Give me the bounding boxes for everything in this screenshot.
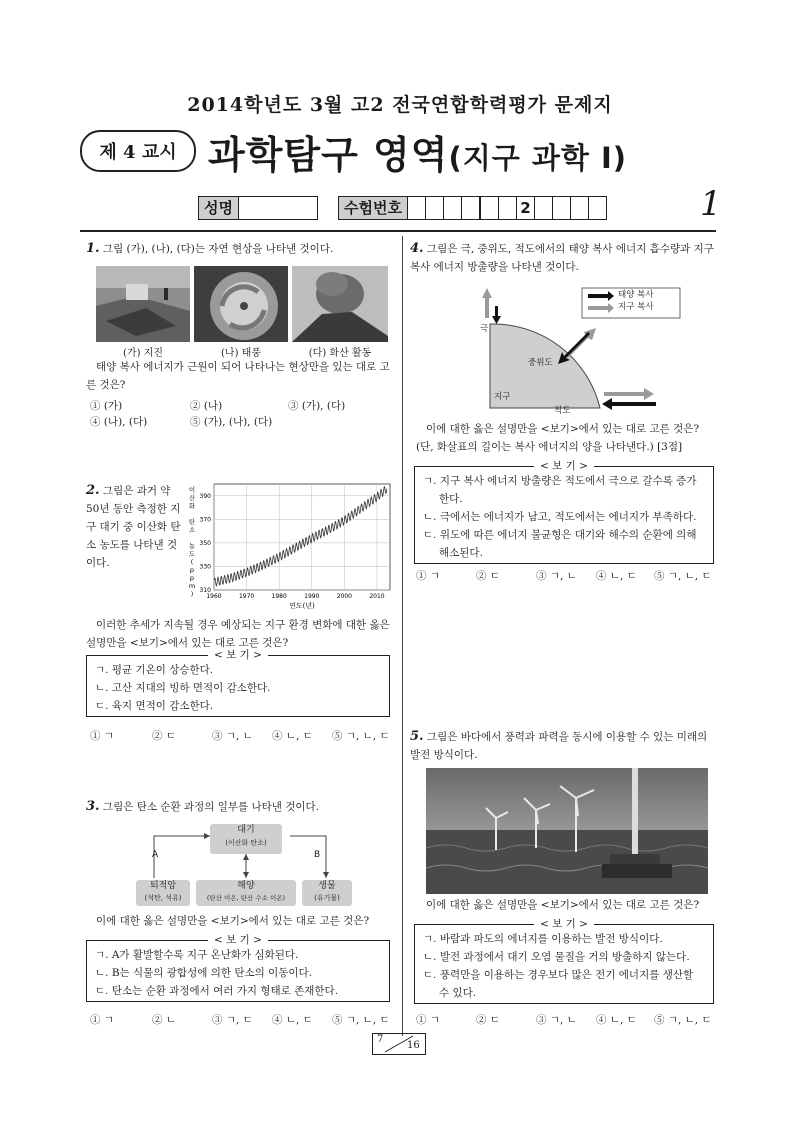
name-box: [198, 196, 318, 220]
y-tick-label: 330: [199, 563, 211, 571]
volcano-image: [292, 266, 388, 342]
node-ocean: [196, 880, 296, 906]
q3-choice-3[interactable]: ③ ㄱ, ㄷ: [212, 1014, 253, 1026]
y-axis-label-char: 탄: [188, 518, 196, 526]
y-axis-label-char: 산: [188, 494, 196, 502]
page-indicator: [372, 1033, 426, 1055]
q4-stem: [410, 240, 716, 276]
q1-choice-5[interactable]: ⑤ (가), (나), (다): [190, 416, 273, 428]
q2-choice-1[interactable]: ① ㄱ: [90, 730, 114, 742]
q2-stem: [86, 482, 182, 572]
earthquake-photo: [96, 266, 190, 342]
exam-number-label: 수험번호: [339, 197, 408, 219]
subject-title: [208, 124, 627, 179]
arrow-label-b: B: [314, 850, 321, 860]
q4-bogi-box: [414, 460, 714, 564]
q3-choice-5[interactable]: ⑤ ㄱ, ㄴ, ㄷ: [332, 1014, 390, 1026]
q3-choice-2[interactable]: ② ㄴ: [152, 1014, 176, 1026]
exam-number-cell[interactable]: [589, 197, 606, 219]
q3-bogi-item: ㄴ. B는 식물의 광합성에 의한 탄소의 이동이다.: [95, 967, 312, 979]
q4-choice-1[interactable]: ① ㄱ: [416, 570, 440, 582]
q2-choice-2[interactable]: ② ㄷ: [152, 730, 176, 742]
q2-number: 2.: [86, 483, 100, 498]
q5-number: 5.: [410, 729, 424, 744]
legend-earth: 지구 복사: [618, 302, 654, 312]
q3-number: 3.: [86, 799, 100, 814]
node-rock-label: 퇴적암: [149, 881, 177, 891]
q1-caption-c: (다) 화산 활동: [308, 348, 372, 359]
q2-bogi-item: ㄴ. 고산 지대의 빙하 면적이 감소한다.: [95, 682, 271, 694]
label-earth: 지구: [494, 392, 511, 402]
q2-bogi-item: ㄷ. 육지 면적이 감소한다.: [95, 700, 214, 712]
exam-number-cell[interactable]: [571, 197, 589, 219]
node-organism: [302, 880, 352, 906]
legend-solar: 태양 복사: [618, 290, 654, 300]
wind-wave-photo: [426, 768, 708, 894]
q4-bogi-item: ㄱ. 지구 복사 에너지 방출량은 적도에서 극으로 갈수록 증가한다.: [423, 475, 697, 505]
q5-bogi-item: ㄱ. 바람과 파도의 에너지를 이용하는 발전 방식이다.: [423, 933, 663, 945]
y-axis-label-char: 도: [188, 550, 196, 558]
x-tick-label: 2000: [336, 593, 353, 600]
page-total: 16: [407, 1040, 420, 1051]
node-organism-label: 생물: [318, 881, 336, 891]
q5-choice-4[interactable]: ④ ㄴ, ㄷ: [596, 1014, 637, 1026]
y-tick-label: 310: [199, 587, 211, 594]
exam-number-digit: 2: [517, 197, 535, 219]
node-atmosphere: [210, 824, 282, 854]
q1-caption-a: (가) 지진: [123, 348, 163, 359]
q1-caption-b: (나) 태풍: [221, 348, 261, 359]
q2-question: 이러한 추세가 지속될 경우 예상되는 지구 환경 변화에 대한 옳은 설명만을 <보기>에서 있는 대로 고른 것은?: [86, 619, 390, 649]
node-ocean-label: 해양: [237, 881, 255, 891]
exam-number-cell[interactable]: [499, 197, 517, 219]
y-axis-label-char: p: [189, 574, 195, 582]
q4-bogi-title: < 보 기 >: [415, 457, 713, 475]
earthquake-image: [96, 266, 190, 342]
q4-choice-2[interactable]: ② ㄷ: [476, 570, 500, 582]
exam-number-cell[interactable]: [462, 197, 481, 219]
q4-choice-4[interactable]: ④ ㄴ, ㄷ: [596, 570, 637, 582]
y-axis-label-char: (: [190, 558, 194, 566]
q2-choice-5[interactable]: ⑤ ㄱ, ㄴ, ㄷ: [332, 730, 390, 742]
label-equator: 적도: [554, 406, 571, 416]
y-tick-label: 370: [199, 516, 211, 524]
q3-bogi-title: < 보 기 >: [87, 931, 389, 949]
y-axis-label-char: 화: [188, 502, 196, 510]
header-divider: [80, 230, 716, 232]
q1-choice-1[interactable]: ① (가): [90, 400, 123, 412]
q3-stem: [86, 798, 396, 816]
page-current: 7: [377, 1034, 384, 1045]
x-tick-label: 1980: [271, 593, 287, 600]
y-axis-label-char: ): [190, 590, 194, 598]
q3-choice-4[interactable]: ④ ㄴ, ㄷ: [272, 1014, 313, 1026]
exam-number-box: [338, 196, 607, 220]
exam-number-cell[interactable]: [553, 197, 571, 219]
q3-bogi-item: ㄷ. 탄소는 순환 과정에서 여러 가지 형태로 존재한다.: [95, 985, 339, 997]
q5-choice-3[interactable]: ③ ㄱ, ㄴ: [536, 1014, 577, 1026]
q5-choice-1[interactable]: ① ㄱ: [416, 1014, 440, 1026]
co2-chart: [184, 476, 396, 610]
q2-choice-4[interactable]: ④ ㄴ, ㄷ: [272, 730, 313, 742]
subject-main: 과학탐구 영역: [208, 133, 449, 177]
node-sedimentary-rock: [136, 880, 190, 906]
node-ocean-sub: (탄산 이온, 탄산 수소 이온): [206, 894, 286, 902]
q5-choice-5[interactable]: ⑤ ㄱ, ㄴ, ㄷ: [654, 1014, 712, 1026]
label-mid-latitude: 중위도: [528, 358, 553, 368]
exam-number-cell[interactable]: [408, 197, 426, 219]
q1-number: 1.: [86, 241, 100, 256]
q1-stem: [86, 240, 396, 258]
q1-choice-4[interactable]: ④ (나), (다): [90, 416, 148, 428]
q3-question: 이에 대한 옳은 설명만을 <보기>에서 있는 대로 고른 것은?: [96, 915, 370, 927]
q3-text: 그림은 탄소 순환 과정의 일부를 나타낸 것이다.: [102, 801, 320, 813]
q3-bogi-item: ㄱ. A가 활발할수록 지구 온난화가 심화된다.: [95, 949, 299, 961]
exam-number-cell[interactable]: [426, 197, 444, 219]
q2-text: 그림은 과거 약 50년 동안 측정한 지구 대기 중 이산화 탄소 농도를 나타낸 것이다.: [86, 485, 181, 569]
q4-bogi-item: ㄴ. 극에서는 에너지가 남고, 적도에서는 에너지가 부족하다.: [423, 511, 697, 523]
q2-choice-3[interactable]: ③ ㄱ, ㄴ: [212, 730, 253, 742]
q4-number: 4.: [410, 241, 424, 256]
volcano-photo: [292, 266, 388, 342]
exam-number-cell[interactable]: [481, 197, 499, 219]
y-axis-label-char: 농: [188, 542, 196, 550]
q4-bogi-item: ㄷ. 위도에 따른 에너지 불균형은 대기와 해수의 순환에 의해 해소된다.: [423, 529, 697, 559]
exam-number-cell[interactable]: [444, 197, 462, 219]
q2-bogi-box: [86, 649, 390, 717]
page-number: 1: [700, 184, 722, 224]
q4-choice-3[interactable]: ③ ㄱ, ㄴ: [536, 570, 577, 582]
q2-bogi-title: < 보 기 >: [87, 646, 389, 664]
exam-number-cell[interactable]: [535, 197, 553, 219]
x-tick-label: 1960: [206, 593, 222, 600]
q1-text: 그림 (가), (나), (다)는 자연 현상을 나타낸 것이다.: [102, 243, 334, 255]
q4-text: 그림은 극, 중위도, 적도에서의 태양 복사 에너지 흡수량과 지구 복사 에너지 방출량을 나타낸 것이다.: [410, 243, 714, 273]
y-axis-label-char: 소: [188, 526, 196, 534]
column-divider: [402, 236, 403, 1036]
y-axis-label-char: 이: [188, 486, 196, 494]
name-field[interactable]: [239, 197, 317, 219]
typhoon-image: [194, 266, 288, 342]
x-tick-label: 1970: [238, 593, 255, 600]
q3-bogi-box: [86, 934, 390, 1002]
y-tick-label: 350: [199, 539, 211, 547]
x-tick-label: 1990: [304, 593, 320, 600]
session-badge: 제 4 교시: [80, 130, 196, 172]
node-organism-sub: (유기물): [314, 894, 340, 902]
y-axis-label-char: m: [188, 582, 196, 590]
label-pole: 극: [480, 324, 489, 334]
q1-choice-3[interactable]: ③ (가), (다): [288, 400, 346, 412]
q2-bogi-item: ㄱ. 평균 기온이 상승한다.: [95, 664, 214, 676]
q5-bogi-box: [414, 918, 714, 1004]
node-rock-sub: (석탄, 석유): [144, 894, 182, 902]
node-atmosphere-sub: (이산화 탄소): [225, 839, 267, 847]
q5-text: 그림은 바다에서 풍력과 파력을 동시에 이용할 수 있는 미래의 발전 방식이다.: [410, 731, 708, 761]
name-label: 성명: [199, 197, 239, 219]
q5-bogi-item: ㄷ. 풍력만을 이용하는 경우보다 많은 전기 에너지를 생산할 수 있다.: [423, 969, 694, 999]
arrow-label-a: A: [152, 850, 159, 860]
carbon-cycle-diagram: [130, 820, 360, 908]
q5-question: 이에 대한 옳은 설명만을 <보기>에서 있는 대로 고른 것은?: [426, 899, 700, 911]
q5-stem: [410, 728, 716, 764]
q5-bogi-title: < 보 기 >: [415, 915, 713, 933]
exam-title: 2014학년도 3월 고2 전국연합학력평가 문제지: [187, 94, 613, 116]
x-tick-label: 2010: [369, 593, 385, 600]
q3-choice-1[interactable]: ① ㄱ: [90, 1014, 114, 1026]
node-atmosphere-label: 대기: [237, 825, 255, 835]
q5-choice-2[interactable]: ② ㄷ: [476, 1014, 500, 1026]
q1-choice-2[interactable]: ② (나): [190, 400, 223, 412]
q4-question: 이에 대한 옳은 설명만을 <보기>에서 있는 대로 고른 것은? (단, 화살표의 길이는 복사 에너지의 양을 나타낸다.) [3점]: [416, 423, 700, 453]
offshore-turbine-image: [426, 768, 708, 894]
q5-bogi-item: ㄴ. 발전 과정에서 대기 오염 물질을 거의 방출하지 않는다.: [423, 951, 690, 963]
typhoon-photo: [194, 266, 288, 342]
y-tick-label: 390: [199, 492, 211, 500]
q4-choice-5[interactable]: ⑤ ㄱ, ㄴ, ㄷ: [654, 570, 712, 582]
subject-sub: (지구 과학 Ⅰ): [448, 141, 628, 175]
q1-question: 태양 복사 에너지가 근원이 되어 나타나는 현상만을 있는 대로 고른 것은?: [86, 361, 390, 391]
x-axis-label: 연도(년): [289, 602, 315, 610]
y-axis-label-char: p: [189, 566, 195, 574]
